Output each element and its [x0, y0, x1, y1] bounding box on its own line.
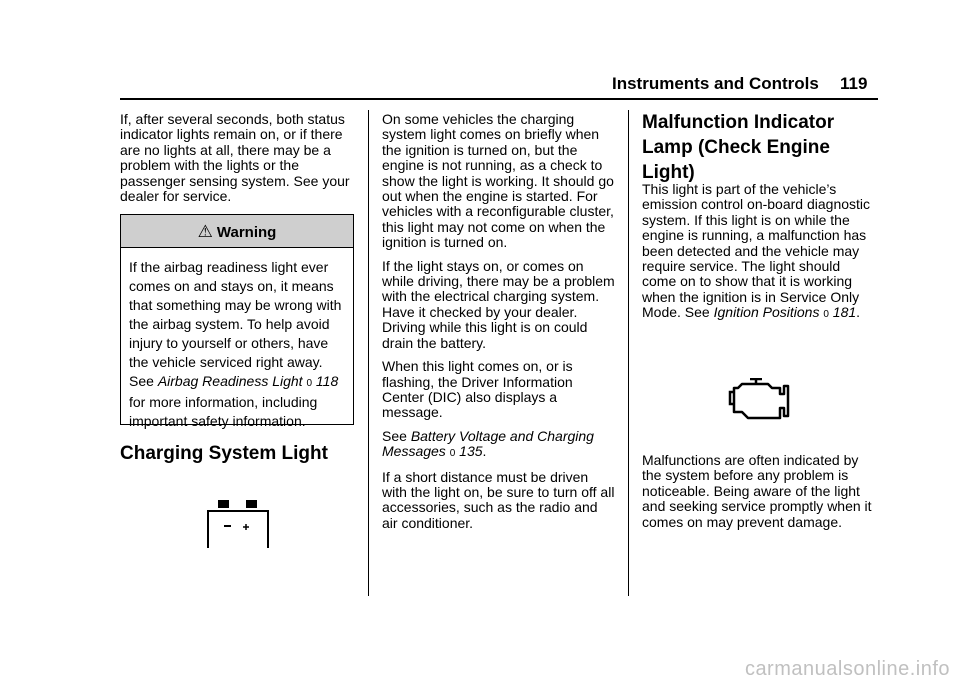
warning-header: [121, 215, 353, 248]
warning-icon: ⚠: [197, 222, 213, 241]
header-rule: [120, 98, 878, 100]
warning-text: If the airbag readiness light ever comes on and stays on, it means that something may be wrong with the airbag system. To help avoid injury to yourself or others, have the vehicle serviced right away. See: [129, 259, 342, 389]
mil-xref-page[interactable]: 181: [832, 304, 857, 321]
charging-para-5: If a short distance must be driven with the light on, be sure to turn off all accessories, such as the radio and air conditioner.: [382, 468, 615, 531]
page-number: 119: [840, 74, 868, 93]
column-divider-1: [368, 110, 369, 596]
warning-box: [120, 214, 354, 429]
page-title: Instruments and Controls: [612, 74, 819, 93]
charging-xref-page[interactable]: 135: [459, 443, 483, 460]
column-1: [120, 112, 356, 212]
page-header: [560, 68, 880, 98]
column-divider-2: [628, 110, 629, 596]
mil-para-2: Malfunctions are often indicated by the system before any problem is noticeable. Being aware of the light and seeking service promptly when it comes on may prevent damage.: [642, 452, 872, 530]
mil-para-1: This light is part of the vehicle’s emission control on-board diagnostic system. If this light is on while the engine is running, a malfunction has been detected and the vehicle may require service. The light should come on to show that it is working when the ignition is in Service Only Mode. See Ignition Positions 0 181.: [642, 181, 871, 321]
warning-body: [121, 248, 353, 431]
charging-xref-link[interactable]: Battery Voltage and Charging Messages: [382, 427, 594, 460]
column-2: [382, 112, 616, 539]
intro-paragraph: If, after several seconds, both status indicator lights remain on, or if there are no lights at all, there may be a problem with the lights or the passenger sensing system. See your dealer for service.: [120, 111, 350, 205]
xref-arrow-icon: 0: [449, 448, 456, 460]
warning-label: Warning: [216, 224, 277, 241]
column-3: [642, 182, 878, 331]
section-title-mil: Malfunction Indicator Lamp (Check Engine Light): [642, 112, 835, 183]
mil-xref-link[interactable]: Ignition Positions: [713, 304, 820, 321]
xref-arrow-icon: 0: [306, 378, 313, 389]
warning-text-end: for more information, including important safety information.: [129, 394, 318, 429]
watermark: carmanualsonline.info: [744, 658, 950, 680]
warning-xref-page[interactable]: 118: [315, 373, 339, 389]
xref-arrow-icon: 0: [823, 309, 829, 321]
charging-para-2: If the light stays on, or comes on while driving, there may be a problem with the electrical charging system. Have it checked by your dealer. Driving while this light is on could drain the battery.: [382, 257, 615, 351]
footer: [0, 652, 960, 678]
charging-para-4: See Battery Voltage and Charging Messages 0 135.: [382, 427, 594, 460]
section-title-charging: Charging System Light: [120, 443, 328, 464]
check-engine-icon: [728, 378, 792, 424]
charging-para-3: When this light comes on, or is flashing, the Driver Information Center (DIC) also displays a message.: [382, 358, 573, 421]
battery-icon: [204, 500, 272, 552]
charging-para-1: On some vehicles the charging system light comes on briefly when the ignition is turned on, but the engine is not running, as a check to show the light is working. It should go out when the engine is started. For vehicles with a reconfigurable cluster, this light may not come on when the ignition is turned on.: [382, 111, 614, 251]
warning-xref-link[interactable]: Airbag Readiness Light: [157, 373, 303, 389]
